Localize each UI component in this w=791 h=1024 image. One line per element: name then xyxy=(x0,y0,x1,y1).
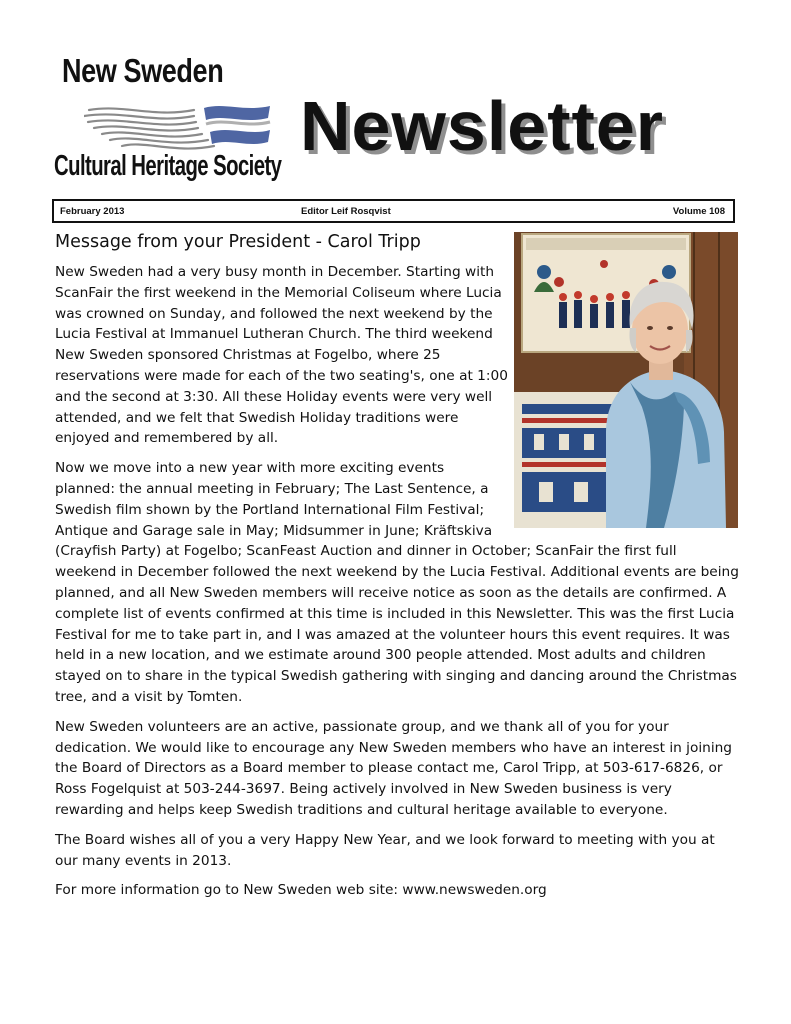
logo-text-line1: New Sweden xyxy=(62,52,224,89)
newsletter-title: Newsletter xyxy=(300,87,665,165)
article-body xyxy=(55,262,740,910)
article-title: Message from your President - Carol Tripp xyxy=(55,232,421,252)
website-note: For more information go to New Sweden web site: www.newsweden.org xyxy=(55,882,547,899)
paragraph: Now we move into a new year with more exciting events planned: the annual meeting in February; The Last Sentence, a Swedish film shown by the Portland International Film Festival; Antique and Garage sale in May; Midsummer in June; Kräftskiva (Crayfish Party) at Fogelbo; ScanFeast Auction and dinner in October; ScanFair the first full weekend in December followed the next weekend by the Lucia Festival. Additional events are being planned, and all New Sweden members will receive notice as soon as the details are confirmed. A complete list of events confirmed at this time is included in this Newsletter. This was the first Lucia Festival for me to take part in, and I was amazed at the volunteer hours this event requires. It was held in a new location, and we estimate around 300 people attended. Most adults and children stayed on to share in the typical Swedish gathering with singing and dancing around the Christmas tree, and a visit by Tomten. xyxy=(55,460,739,705)
editor-credit: Editor Leif Rosqvist xyxy=(301,206,391,217)
paragraph: The Board wishes all of you a very Happy New Year, and we look forward to meeting with you at our many events in 2013. xyxy=(55,831,715,869)
society-logo xyxy=(52,40,288,198)
volume-number: Volume 108 xyxy=(672,206,725,217)
paragraph: New Sweden had a very busy month in December. Starting with ScanFair the first weekend in the Memorial Coliseum where Lucia was crowned on Sunday, and followed the next weekend by the Lucia Festival at Immanuel Lutheran Church. The third weekend New Sweden sponsored Christmas at Fogelbo, where 25 reservations were made for each of the two seating's, one at 1:00 and the second at 3:30. All these Holiday events were very well attended, and we felt that Swedish Holiday traditions were enjoyed and remembered by all. xyxy=(55,264,508,447)
issue-info-bar xyxy=(52,199,735,223)
photo-wrap-spacer xyxy=(508,262,740,530)
logo-text-line2: Cultural Heritage Society xyxy=(54,150,282,182)
paragraph: New Sweden volunteers are an active, passionate group, and we thank all of you for your dedication. We would like to encourage any New Sweden members who have an interest in joining the Board of Directors as a Board member to please contact me, Carol Tripp, at 503-617-6826, or Ross Fogelquist at 503-244-3697. Being actively involved in New Sweden business is very rewarding and helps keep Swedish traditions and cultural heritage available to everyone. xyxy=(55,718,732,818)
issue-date: February 2013 xyxy=(60,206,125,217)
